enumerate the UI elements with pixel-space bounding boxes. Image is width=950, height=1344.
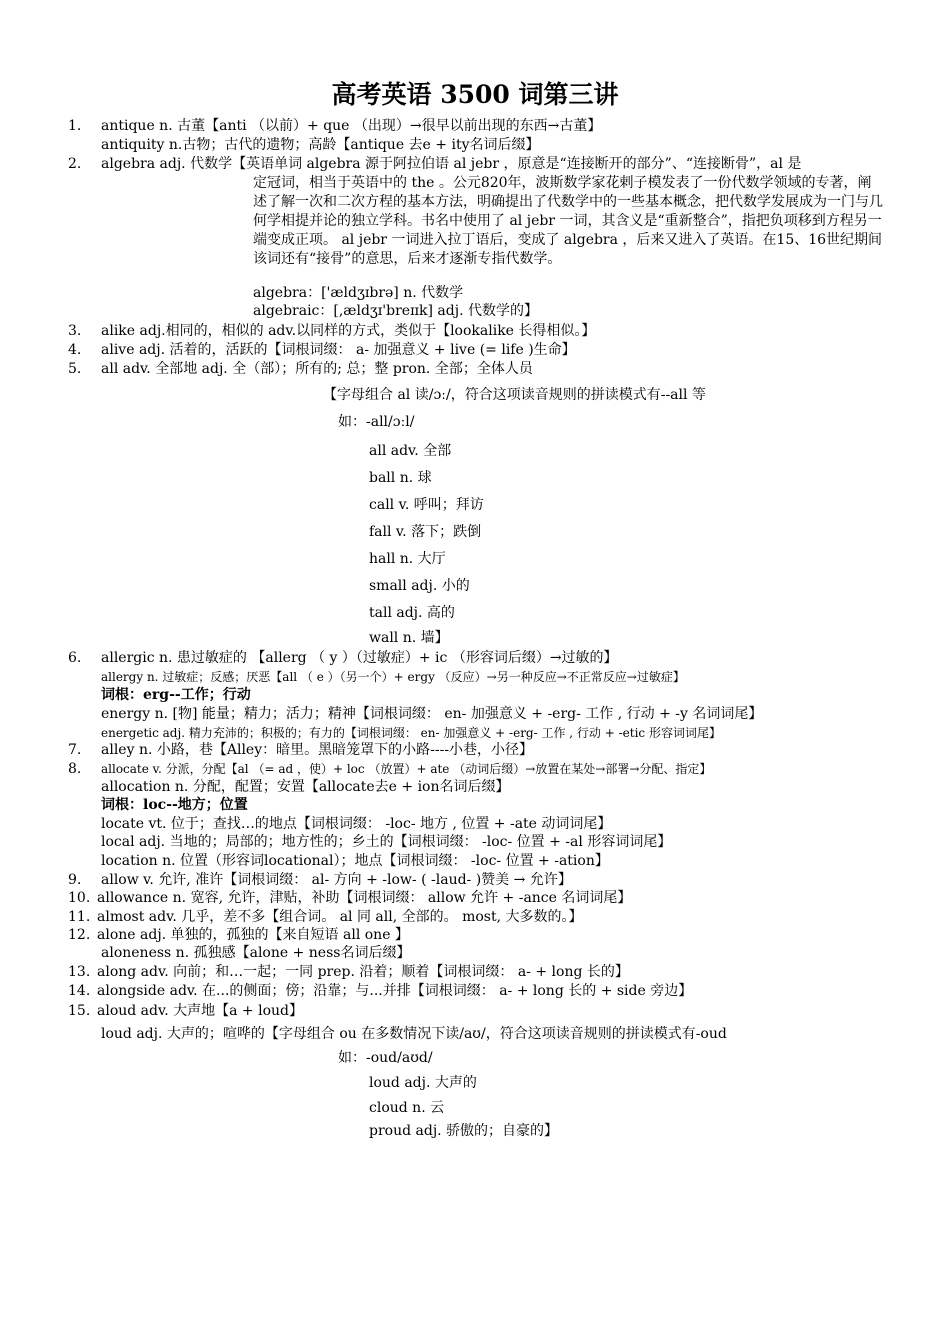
entry-number: 3. bbox=[68, 323, 82, 339]
entry-alongside: alongside adv. 在...的侧面；傍；沿靠；与...并排【词根词缀： a- + long 长的 + side 旁边】 bbox=[97, 983, 693, 999]
entry-number: 12. bbox=[68, 927, 91, 943]
phonics-rule-al: 【字母组合 al 读/ɔː/，符合这项读音规则的拼读模式有--all 等 bbox=[323, 387, 706, 403]
entry-antiquity: antiquity n.古物；古代的遗物；高龄【antique 去e + ity名词后缀】 bbox=[101, 137, 540, 153]
entry-energy: energy n. [物] 能量；精力；活力；精神【词根词缀： en- 加强意义 + -erg- 工作 , 行动 + -y 名词词尾】 bbox=[101, 706, 763, 722]
entry-number: 10. bbox=[68, 890, 91, 906]
phonics-word: all adv. 全部 bbox=[369, 443, 452, 459]
entry-allocate: allocate v. 分派，分配【al （= ad ，使）+ loc （放置）+ ate （动词后缀）→放置在某处→部署→分配、指定】 bbox=[101, 762, 712, 776]
entry-aloneness: aloneness n. 孤独感【alone + ness名词后缀】 bbox=[101, 945, 411, 961]
phonics-word: cloud n. 云 bbox=[369, 1100, 445, 1116]
root-heading-erg: 词根：erg--工作；行动 bbox=[101, 687, 251, 703]
entry-number: 2. bbox=[68, 156, 82, 172]
entry-alike: alike adj.相同的，相似的 adv.以同样的方式，类似于【lookalike 长得相似。】 bbox=[101, 323, 596, 339]
phonics-word: ball n. 球 bbox=[369, 470, 432, 486]
entry-number: 13. bbox=[68, 964, 91, 980]
entry-local: local adj. 当地的；局部的；地方性的；乡土的【词根词缀： -loc- 位置 + -al 形容词词尾】 bbox=[101, 834, 672, 850]
algebraic-pronunciation: algebraic：[,ældʒɪ'breɪɪk] adj. 代数学的】 bbox=[253, 303, 538, 319]
entry-number: 1. bbox=[68, 118, 82, 134]
phonics-word: call v. 呼叫；拜访 bbox=[369, 497, 484, 513]
phonics-example-label: 如：-all/ɔːl/ bbox=[338, 414, 415, 430]
root-heading-loc: 词根：loc--地方；位置 bbox=[101, 797, 248, 813]
entry-alive: alive adj. 活着的，活跃的【词根词缀： a- 加强意义 + live (= life )生命】 bbox=[101, 342, 576, 358]
entry-loud: loud adj. 大声的；喧哗的【字母组合 ou 在多数情况下读/aʊ/，符合这项读音规则的拼读模式有-oud bbox=[101, 1026, 727, 1042]
phonics-word: fall v. 落下；跌倒 bbox=[369, 524, 482, 540]
entry-alone: alone adj. 单独的，孤独的【来自短语 all one 】 bbox=[97, 927, 409, 943]
phonics-example-label: 如：-oud/aʊd/ bbox=[338, 1050, 433, 1066]
entry-number: 5. bbox=[68, 361, 82, 377]
entry-number: 14. bbox=[68, 983, 91, 999]
entry-location: location n. 位置（形容词locational）；地点【词根词缀： -loc- 位置 + -ation】 bbox=[101, 853, 609, 869]
entry-algebra: algebra adj. 代数学【英语单词 algebra 源于阿拉伯语 al jebr ，原意是“连接断开的部分”、“连接断骨”，al 是 bbox=[101, 156, 802, 172]
entry-along: along adv. 向前；和…一起；一同 prep. 沿着；顺着【词根词缀： a- + long 长的】 bbox=[97, 964, 629, 980]
entry-number: 9. bbox=[68, 872, 82, 888]
algebra-pronunciation: algebra：['ældʒɪbrə] n. 代数学 bbox=[253, 285, 464, 301]
phonics-word: tall adj. 高的 bbox=[369, 605, 455, 621]
entry-allocation: allocation n. 分配，配置；安置【allocate去e + ion名词后缀】 bbox=[101, 779, 510, 795]
entry-all: all adv. 全部地 adj. 全（部）；所有的; 总；整 pron. 全部；全体人员 bbox=[101, 361, 533, 377]
entry-antique: antique n. 古董【anti （以前）+ que （出现）→很早以前出现的东西→古董】 bbox=[101, 118, 602, 134]
entry-number: 11. bbox=[68, 909, 91, 925]
entry-number: 7. bbox=[68, 742, 82, 758]
entry-locate: locate vt. 位于；查找…的地点【词根词缀： -loc- 地方 , 位置 + -ate 动词词尾】 bbox=[101, 816, 612, 832]
phonics-word: small adj. 小的 bbox=[369, 578, 470, 594]
phonics-word: wall n. 墙】 bbox=[369, 630, 449, 646]
entry-almost: almost adv. 几乎，差不多【组合词。 al 同 all, 全部的。 most, 大多数的。】 bbox=[97, 909, 583, 925]
page-title: 高考英语 3500 词第三讲 bbox=[331, 80, 619, 109]
entry-energetic: energetic adj. 精力充沛的；积极的；有力的【词根词缀： en- 加强意义 + -erg- 工作 , 行动 + -etic 形容词词尾】 bbox=[101, 726, 721, 740]
entry-number: 8. bbox=[68, 761, 82, 777]
entry-allergic: allergic n. 患过敏症的 【allerg （ y ）（过敏症）+ ic （形容词后缀）→过敏的】 bbox=[101, 650, 618, 666]
entry-alley: alley n. 小路，巷【Alley：暗里。黑暗笼罩下的小路----小巷，小径】 bbox=[101, 742, 534, 758]
entry-allergy: allergy n. 过敏症；反感；厌恶【all （ e ）（另一个）+ ergy （反应）→另一种反应→不正常反应→过敏症】 bbox=[101, 670, 685, 684]
entry-allowance: allowance n. 宽容, 允许，津贴，补助【词根词缀： allow 允许 + -ance 名词词尾】 bbox=[97, 890, 632, 906]
entry-number: 4. bbox=[68, 342, 82, 358]
entry-allow: allow v. 允许, 准许【词根词缀： al- 方向 + -low- ( -laud- )赞美 → 允许】 bbox=[101, 872, 572, 888]
phonics-word: loud adj. 大声的 bbox=[369, 1075, 477, 1091]
phonics-word: proud adj. 骄傲的；自豪的】 bbox=[369, 1123, 559, 1139]
entry-number: 15. bbox=[68, 1003, 91, 1019]
phonics-word: hall n. 大厅 bbox=[369, 551, 446, 567]
entry-number: 6. bbox=[68, 650, 82, 666]
algebra-etymology-text: 定冠词，相当于英语中的 the 。公元820年，波斯数学家花剌子模发表了一份代数学领域的专著，阐述了解一次和二次方程的基本方法，明确提出了代数学中的一些基本概念，把代数学发展成为一门与几何学相提并论的独立学科。书名中使用了 al jebr 一词，其含义是“重新整合”，指把负项移到方程另一端变成正项。 al jebr 一词进入拉丁语后，变成了 algebra ，后来又进入了英语。在15、16世纪期间该词还有“接骨”的意思，后来才逐渐专指代数学。 bbox=[253, 175, 883, 267]
entry-aloud: aloud adv. 大声地【a + loud】 bbox=[97, 1003, 304, 1019]
